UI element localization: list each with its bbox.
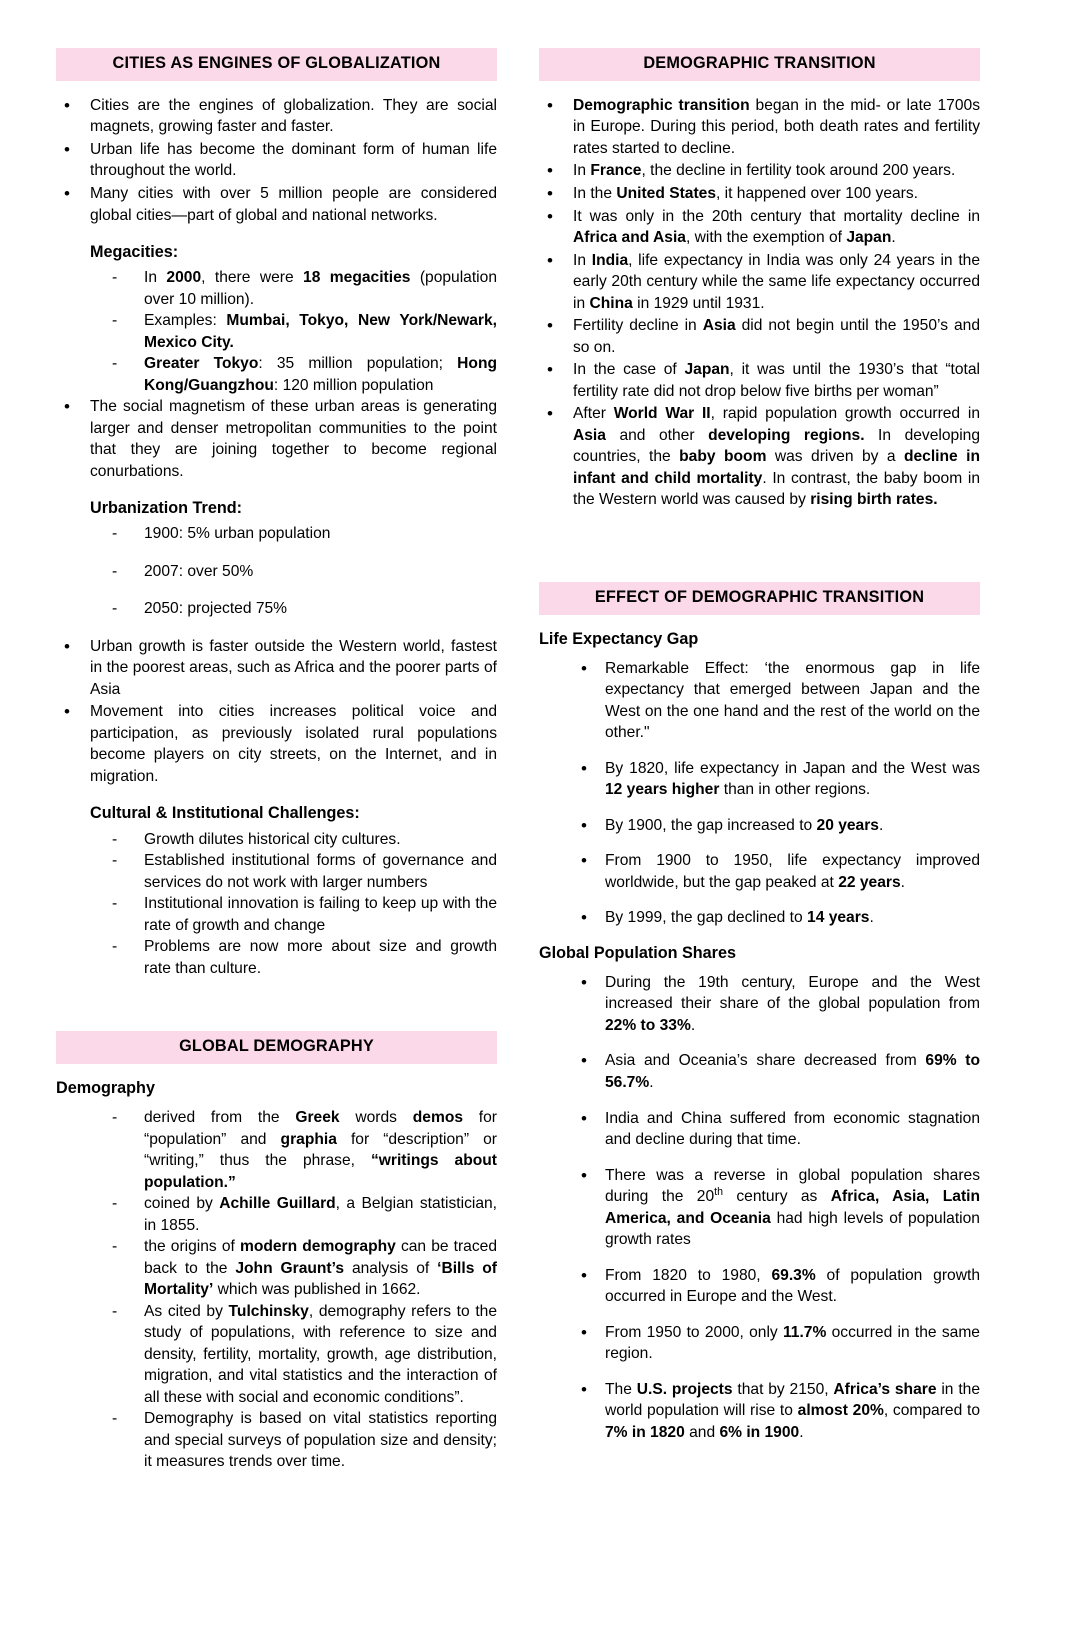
urbanization-label: Urbanization Trend bbox=[90, 499, 237, 518]
spacer bbox=[539, 564, 980, 582]
list-item: • In the case of Japan, it was until the 1930’s that “total fertility rate did not drop below five births per woman” bbox=[539, 359, 980, 402]
list-item: - Established institutional forms of governance and services do not work with larger numbers bbox=[56, 850, 497, 893]
list-item: • Movement into cities increases political voice and participation, as previously isolated rural populations become players on city streets, on the Internet, and in migration. bbox=[56, 701, 497, 787]
global-population-shares-list bbox=[539, 972, 980, 1443]
list-item: • In France, the decline in fertility took around 200 years. bbox=[539, 160, 980, 182]
list-item: • In India, life expectancy in India was only 24 years in the early 20th century while the same life expectancy occurred in China in 1929 until 1931. bbox=[539, 250, 980, 315]
spacer bbox=[539, 512, 980, 564]
list-item: • By 1900, the gap increased to 20 years. bbox=[539, 815, 980, 837]
section-banner-effect-of-demographic-transition: EFFECT OF DEMOGRAPHIC TRANSITION bbox=[539, 582, 980, 615]
list-item: - 2007: over 50% bbox=[56, 561, 497, 583]
life-expectancy-list bbox=[539, 658, 980, 929]
list-item: - coined by Achille Guillard, a Belgian statistician, in 1855. bbox=[56, 1193, 497, 1236]
list-item: • From 1820 to 1980, 69.3% of population growth occurred in Europe and the West. bbox=[539, 1265, 980, 1308]
list-item: - Greater Tokyo: 35 million population; Hong Kong/Guangzhou: 120 million population bbox=[56, 353, 497, 396]
list-item: • The social magnetism of these urban areas is generating larger and denser metropolitan communities to the point that they are joining together to become regional conurbations. bbox=[56, 396, 497, 482]
list-item: • During the 19th century, Europe and the West increased their share of the global population from 22% to 33%. bbox=[539, 972, 980, 1037]
demographic-transition-list bbox=[539, 95, 980, 511]
list-item: • There was a reverse in global population shares during the 20th century as Africa, Asia, Latin America, and Oceania had high levels of population growth rates bbox=[539, 1165, 980, 1251]
list-item: • From 1950 to 2000, only 11.7% occurred in the same region. bbox=[539, 1322, 980, 1365]
list-item: • Urban life has become the dominant form of human life throughout the world. bbox=[56, 139, 497, 182]
list-item: • It was only in the 20th century that mortality decline in Africa and Asia, with the exemption of Japan. bbox=[539, 206, 980, 249]
list-item: • Remarkable Effect: ‘the enormous gap in life expectancy that emerged between Japan and the West on the one hand and the rest of the world on the other." bbox=[539, 658, 980, 744]
urbanization-list bbox=[56, 523, 497, 620]
list-item: • Asia and Oceania’s share decreased from 69% to 56.7%. bbox=[539, 1050, 980, 1093]
list-item: - Problems are now more about size and growth rate than culture. bbox=[56, 936, 497, 979]
list-item: - 2050: projected 75% bbox=[56, 598, 497, 620]
spacer bbox=[56, 979, 497, 1031]
list-item: - Examples: Mumbai, Tokyo, New York/Newark, Mexico City. bbox=[56, 310, 497, 353]
megacities-list bbox=[56, 267, 497, 396]
list-item: - As cited by Tulchinsky, demography refers to the study of populations, with reference to size and density, fertility, mortality, growth, age distribution, migration, and vital statistics and the interaction of all these with social and economic conditions”. bbox=[56, 1301, 497, 1409]
list-item: • Many cities with over 5 million people are considered global cities—part of global and national networks. bbox=[56, 183, 497, 226]
list-item: - Growth dilutes historical city cultures. bbox=[56, 829, 497, 851]
social-magnetism-list bbox=[56, 396, 497, 482]
list-item: • Cities are the engines of globalization. They are social magnets, growing faster and faster. bbox=[56, 95, 497, 138]
left-column bbox=[56, 48, 497, 1473]
challenges-heading: Cultural & Institutional Challenges: bbox=[90, 804, 360, 823]
megacities-label: Megacities bbox=[90, 243, 173, 262]
section-banner-cities: CITIES AS ENGINES OF GLOBALIZATION bbox=[56, 48, 497, 81]
list-item: - Demography is based on vital statistics reporting and special surveys of population size and density; it measures trends over time. bbox=[56, 1408, 497, 1473]
list-item: - 1900: 5% urban population bbox=[56, 523, 497, 545]
section-banner-demographic-transition: DEMOGRAPHIC TRANSITION bbox=[539, 48, 980, 81]
list-item: • Fertility decline in Asia did not begin until the 1950’s and so on. bbox=[539, 315, 980, 358]
life-expectancy-gap-heading: Life Expectancy Gap bbox=[539, 629, 699, 648]
megacities-heading: Megacities: bbox=[90, 243, 179, 262]
list-item: - the origins of modern demography can be traced back to the John Graunt’s analysis of ‘Bills of Mortality’ which was published in 1662. bbox=[56, 1236, 497, 1301]
list-item: • Urban growth is faster outside the Western world, fastest in the poorest areas, such as Africa and the poorer parts of Asia bbox=[56, 636, 497, 701]
cities-bullet-list bbox=[56, 95, 497, 226]
global-population-shares-heading: Global Population Shares bbox=[539, 943, 736, 962]
demography-list bbox=[56, 1107, 497, 1473]
section-banner-global-demography: GLOBAL DEMOGRAPHY bbox=[56, 1031, 497, 1064]
list-item: - In 2000, there were 18 megacities (population over 10 million). bbox=[56, 267, 497, 310]
demography-heading: Demography bbox=[56, 1079, 155, 1098]
list-item: • From 1900 to 1950, life expectancy improved worldwide, but the gap peaked at 22 years. bbox=[539, 850, 980, 893]
list-item: • After World War II, rapid population growth occurred in Asia and other developing regions. In developing countries, the baby boom was driven by a decline in infant and child mortality. In contrast, the baby boom in the Western world was caused by rising birth rates. bbox=[539, 403, 980, 511]
challenges-list bbox=[56, 829, 497, 980]
list-item: - derived from the Greek words demos for “population” and graphia for “description” or “writing,” thus the phrase, “writings about population.” bbox=[56, 1107, 497, 1193]
list-item: • By 1820, life expectancy in Japan and the West was 12 years higher than in other regions. bbox=[539, 758, 980, 801]
list-item: • The U.S. projects that by 2150, Africa’s share in the world population will rise to almost 20%, compared to 7% in 1820 and 6% in 1900. bbox=[539, 1379, 980, 1444]
urbanization-heading: Urbanization Trend: bbox=[90, 499, 242, 518]
challenges-label: Cultural & Institutional Challenges bbox=[90, 804, 355, 823]
urban-growth-list bbox=[56, 636, 497, 788]
list-item: • By 1999, the gap declined to 14 years. bbox=[539, 907, 980, 929]
list-item: • In the United States, it happened over 100 years. bbox=[539, 183, 980, 205]
list-item: • India and China suffered from economic stagnation and decline during that time. bbox=[539, 1108, 980, 1151]
list-item: - Institutional innovation is failing to keep up with the rate of growth and change bbox=[56, 893, 497, 936]
right-column bbox=[539, 48, 980, 1457]
list-item: • Demographic transition began in the mid- or late 1700s in Europe. During this period, both death rates and fertility rates started to decline. bbox=[539, 95, 980, 160]
